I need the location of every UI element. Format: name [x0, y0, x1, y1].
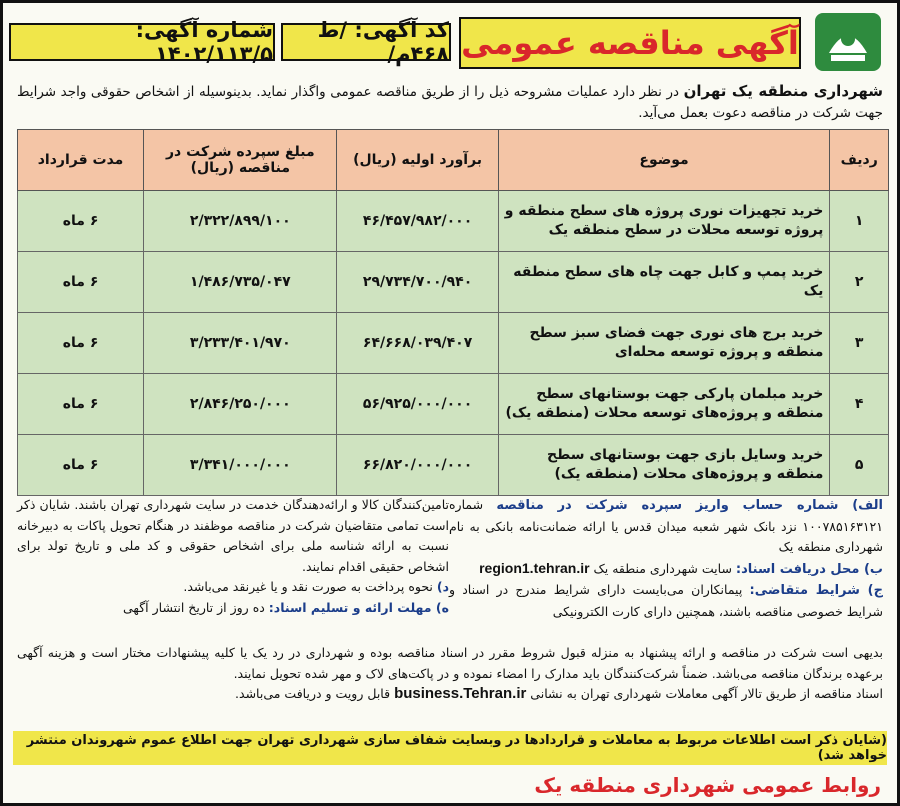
header-subject: موضوع: [498, 130, 830, 191]
row-estimate: ۴۶/۴۵۷/۹۸۲/۰۰۰: [337, 191, 498, 252]
account-label: الف) شماره حساب واریز سپرده شرکت در مناقصه: [496, 498, 884, 513]
row-subject: خرید پمپ و کابل جهت چاه های سطح منطقه یک: [498, 252, 830, 313]
info-right-column: [449, 495, 883, 622]
documents-location-label: ب) محل دریافت اسناد:: [735, 561, 883, 577]
payment-text: نحوه پرداخت به صورت نقد و یا غیرنقد می‌باشد.: [183, 579, 437, 594]
notice-title: آگهی مناقصه عمومی: [459, 17, 801, 69]
public-relations-signature: روابط عمومی شهرداری منطقه یک: [534, 773, 881, 797]
intro-paragraph: [17, 81, 883, 124]
row-deposit: ۳/۲۳۳/۴۰۱/۹۷۰: [144, 313, 337, 374]
tehran-municipality-logo-icon: [809, 9, 887, 75]
row-estimate: ۶۶/۸۲۰/۰۰۰/۰۰۰: [337, 435, 498, 496]
header: [11, 9, 889, 75]
row-deposit: ۳/۳۴۱/۰۰۰/۰۰۰: [144, 435, 337, 496]
row-estimate: ۵۶/۹۲۵/۰۰۰/۰۰۰: [337, 374, 498, 435]
header-row-number: ردیف: [830, 130, 889, 191]
info-left-column: [17, 495, 449, 618]
closing-paragraph: [17, 643, 883, 705]
business-portal-link[interactable]: business.Tehran.ir: [394, 685, 527, 702]
row-number: ۱: [830, 191, 889, 252]
row-subject: خرید مبلمان پارکی جهت بوستانهای سطح منطقه و پروژه‌های توسعه محلات (منطقه یک): [498, 374, 830, 435]
row-subject: خرید وسایل بازی جهت بوستانهای سطح منطقه و پروژه‌های محلات (منطقه یک): [498, 435, 830, 496]
conditions-continued: تامین‌کنندگان کالا و ارائه‌دهندگان خدمت در سایت شهرداری تهران باشند. شایان ذکر است تمامی متقاضیان شرکت در مناقصه موظفند در هنگام تحویل پاکات به دبیرخانه نسبت به ارائه شناسه ملی برای اشخاص حقوقی و کد ملی و تاریخ تولد برای اشخاص حقیقی اقدام نمایند.: [17, 497, 449, 574]
region-site-link[interactable]: region1.tehran.ir: [479, 559, 590, 576]
header-deposit: مبلغ سپرده شرکت در مناقصه (ریال): [144, 130, 337, 191]
table-row: [18, 252, 889, 313]
applicant-conditions-text: پیمانکاران می‌بایست دارای شرایط مندرج در اسناد و شرایط خصوصی مناقصه باشند، همچنین دارای کارت الکترونیکی: [449, 582, 883, 619]
table-row: [18, 435, 889, 496]
table-header-row: [18, 130, 889, 191]
portal-text-post: قابل رویت و دریافت می‌باشد.: [235, 686, 395, 701]
table-row: [18, 374, 889, 435]
portal-text-pre: اسناد مناقصه از طریق تالار آگهی معاملات شهرداری تهران به نشانی: [526, 686, 883, 701]
row-estimate: ۲۹/۷۳۴/۷۰۰/۹۴۰: [337, 252, 498, 313]
row-deposit: ۲/۸۴۶/۲۵۰/۰۰۰: [144, 374, 337, 435]
row-estimate: ۶۴/۶۶۸/۰۳۹/۴۰۷: [337, 313, 498, 374]
row-deposit: ۲/۳۲۲/۸۹۹/۱۰۰: [144, 191, 337, 252]
payment-label: د): [436, 579, 449, 594]
row-number: ۴: [830, 374, 889, 435]
intro-text: در نظر دارد عملیات مشروحه ذیل را از طریق مناقصه عمومی واگذار نماید. بدینوسیله از اشخاص حقوقی واجد شرایط جهت شرکت در مناقصه دعوت بعمل می‌آید.: [17, 84, 883, 121]
organization-name: شهرداری منطقه یک تهران: [683, 82, 884, 100]
row-duration: ۶ ماه: [18, 374, 144, 435]
row-duration: ۶ ماه: [18, 313, 144, 374]
deadline-label: ه) مهلت ارائه و تسلیم اسناد:: [268, 599, 449, 615]
notice-code: کد آگهی: /ط ۴۶۸م/: [281, 23, 451, 61]
table-row: [18, 191, 889, 252]
header-duration: مدت قرارداد: [18, 130, 144, 191]
applicant-conditions-label: ج) شرایط متقاضی:: [749, 583, 883, 598]
table-row: [18, 313, 889, 374]
row-subject: خرید تجهیزات نوری پروژه های سطح منطقه و پروژه توسعه محلات در سطح منطقه یک: [498, 191, 830, 252]
deadline-text: ده روز از تاریخ انتشار آگهی: [123, 599, 269, 615]
row-duration: ۶ ماه: [18, 435, 144, 496]
transparency-notice: (شایان ذکر است اطلاعات مربوط به معاملات و قراردادها در وبسایت شفاف سازی شهرداری تهران جهت اطلاع عموم شهروندان منتشر خواهد شد): [13, 731, 887, 765]
documents-location-text: سایت شهرداری منطقه یک: [589, 560, 736, 576]
account-text: شماره ۱۰۰۷۸۵۱۶۳۱۲۱ نزد بانک شهر شعبه میدان قدس یا ارائه ضمانت‌نامه بانکی به نام شهرداری منطقه یک: [449, 497, 883, 554]
row-number: ۲: [830, 252, 889, 313]
row-number: ۵: [830, 435, 889, 496]
row-duration: ۶ ماه: [18, 191, 144, 252]
notice-number: شماره آگهی: ۱۴۰۲/۱۱۳/۵: [9, 23, 275, 61]
row-subject: خرید برج های نوری جهت فضای سبز سطح منطقه و پروژه توسعه محله‌ای: [498, 313, 830, 374]
row-number: ۳: [830, 313, 889, 374]
header-estimate: برآورد اولیه (ریال): [337, 130, 498, 191]
terms-text: بدیهی است شرکت در مناقصه و ارائه پیشنهاد به منزله قبول شروط مقرر در اسناد مناقصه بوده و شهرداری در رد یک یا کلیه پیشنهادات مختار است و هزینه آگهی برعهده برندگان مناقصه می‌باشد. ضمناً شرکت‌کنندگان باید مدارک را امضاء نموده و در پاکت‌های لاک و مهر شده تحویل نمایند.: [17, 645, 883, 681]
row-duration: ۶ ماه: [18, 252, 144, 313]
tender-table: [17, 129, 889, 496]
row-deposit: ۱/۴۸۶/۷۳۵/۰۴۷: [144, 252, 337, 313]
